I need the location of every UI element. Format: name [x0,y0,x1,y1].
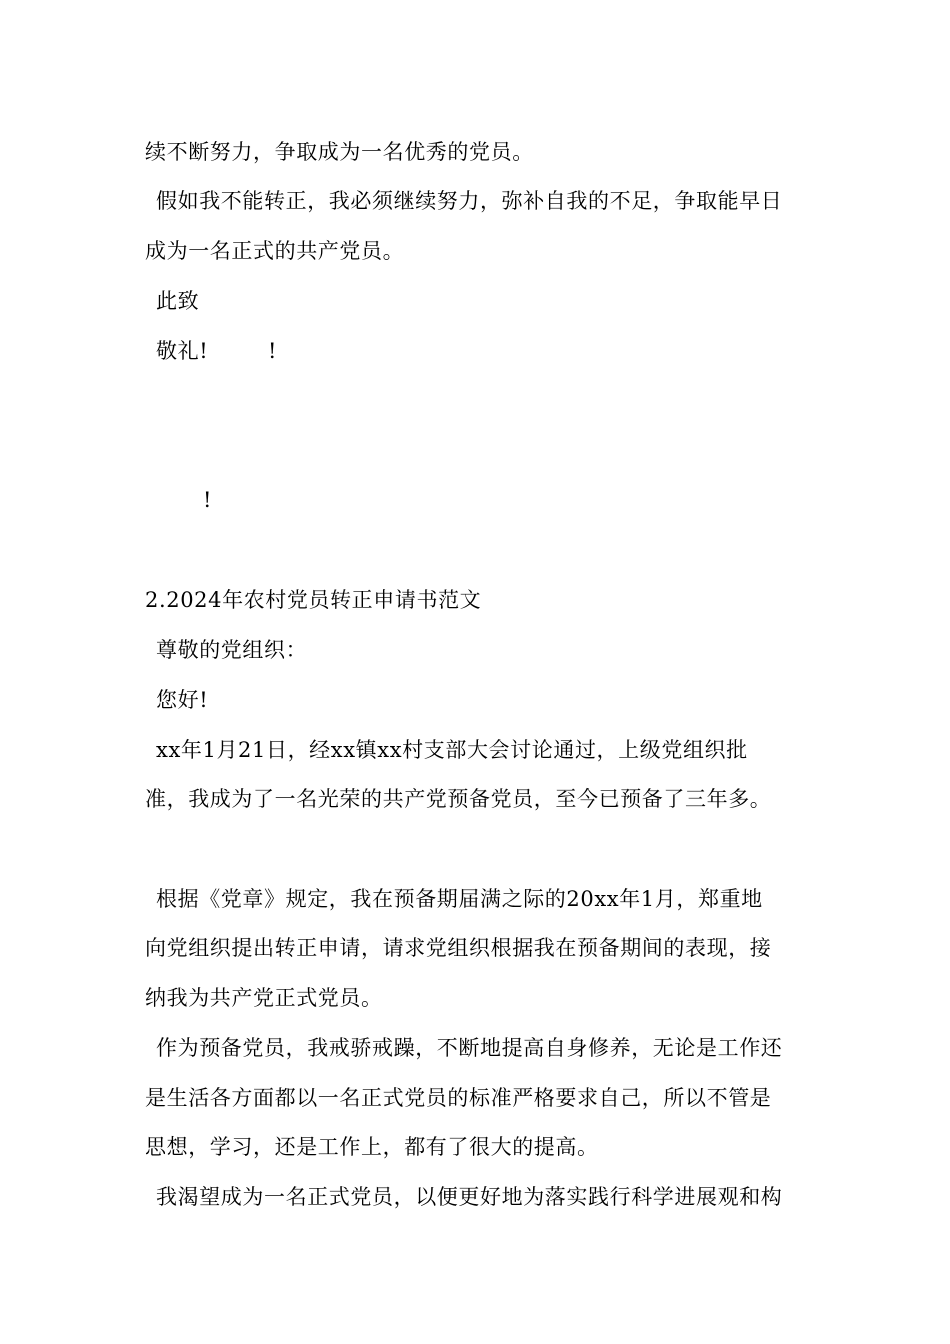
paragraph-line: 纳我为共产党正式党员。 [145,986,383,1010]
exclamation-mark: ! [268,339,277,363]
paragraph-line: 是生活各方面都以一名正式党员的标准严格要求自己，所以不管是 [145,1086,772,1110]
exclamation-mark: ! [203,488,212,512]
salutation-line: 此致 [156,289,200,313]
paragraph-line: 假如我不能转正，我必须继续努力，弥补自我的不足，争取能早日 [156,189,783,213]
closing-line: 敬礼! [156,339,209,363]
paragraph-line: 成为一名正式的共产党员。 [145,239,405,263]
paragraph-line: 思想，学习，还是工作上，都有了很大的提高。 [145,1135,599,1159]
paragraph-line: 准，我成为了一名光荣的共产党预备党员，至今已预备了三年多。 [145,787,772,811]
paragraph-line: xx年1月21日，经xx镇xx村支部大会讨论通过，上级党组织批 [156,738,748,762]
paragraph-line: 向党组织提出转正申请，请求党组织根据我在预备期间的表现，接 [145,936,772,960]
section-title: 2.2024年农村党员转正申请书范文 [145,588,482,612]
paragraph-line: 根据《党章》规定，我在预备期届满之际的20xx年1月，郑重地 [156,887,763,911]
greeting-line: 您好! [156,688,209,712]
paragraph-line: 作为预备党员，我戒骄戒躁，不断地提高自身修养，无论是工作还 [156,1036,783,1060]
paragraph-line: 续不断努力，争取成为一名优秀的党员。 [145,140,534,164]
paragraph-line: 我渴望成为一名正式党员，以便更好地为落实践行科学进展观和构 [156,1185,783,1209]
salutation-line: 尊敬的党组织： [156,638,308,662]
